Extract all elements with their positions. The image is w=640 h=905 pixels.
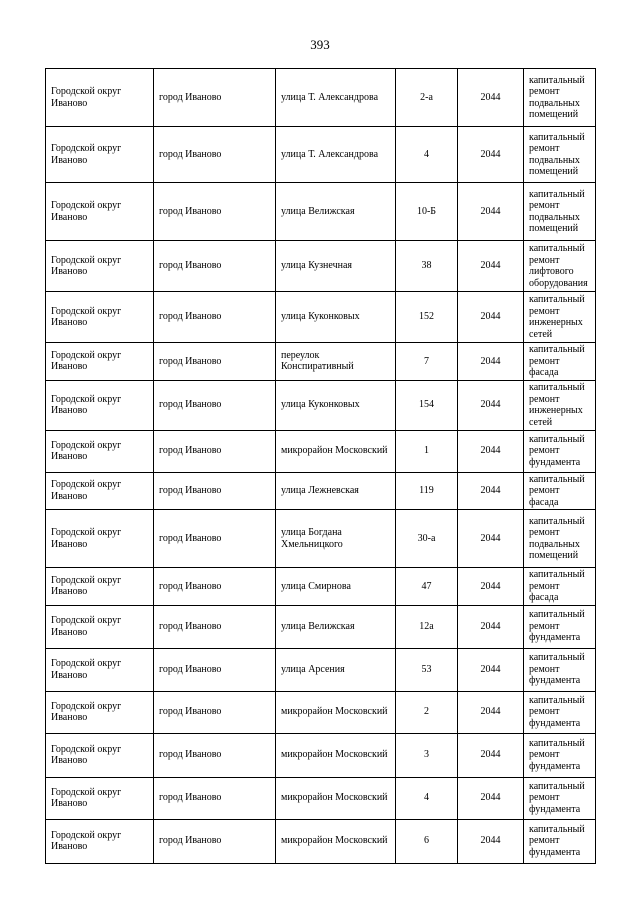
municipal-district-cell: Городской округ Иваново bbox=[46, 241, 154, 292]
municipal-district-cell: Городской округ Иваново bbox=[46, 510, 154, 568]
work-type-cell: капитальный ремонт лифтового оборудования bbox=[524, 241, 596, 292]
work-type-cell: капитальный ремонт фундамента bbox=[524, 733, 596, 777]
work-type-cell: капитальный ремонт подвальных помещений bbox=[524, 510, 596, 568]
year-cell: 2044 bbox=[458, 510, 524, 568]
municipal-district-cell: Городской округ Иваново bbox=[46, 69, 154, 127]
municipal-district-cell: Городской округ Иваново bbox=[46, 605, 154, 648]
year-cell: 2044 bbox=[458, 430, 524, 472]
work-type-cell: капитальный ремонт фундамента bbox=[524, 777, 596, 819]
year-cell: 2044 bbox=[458, 343, 524, 381]
table-body bbox=[46, 69, 596, 864]
municipal-district-cell: Городской округ Иваново bbox=[46, 733, 154, 777]
municipal-district-cell: Городской округ Иваново bbox=[46, 127, 154, 183]
city-cell: город Иваново bbox=[154, 430, 276, 472]
year-cell: 2044 bbox=[458, 292, 524, 343]
table-row bbox=[46, 343, 596, 381]
year-cell: 2044 bbox=[458, 127, 524, 183]
table-row bbox=[46, 127, 596, 183]
table-row bbox=[46, 69, 596, 127]
street-cell: микрорайон Московский bbox=[276, 430, 396, 472]
house-number-cell: 119 bbox=[396, 472, 458, 510]
table-row bbox=[46, 605, 596, 648]
municipal-district-cell: Городской округ Иваново bbox=[46, 691, 154, 733]
city-cell: город Иваново bbox=[154, 292, 276, 343]
municipal-district-cell: Городской округ Иваново bbox=[46, 430, 154, 472]
house-number-cell: 1 bbox=[396, 430, 458, 472]
city-cell: город Иваново bbox=[154, 241, 276, 292]
year-cell: 2044 bbox=[458, 819, 524, 863]
house-number-cell: 2-а bbox=[396, 69, 458, 127]
street-cell: улица Смирнова bbox=[276, 568, 396, 606]
table-row bbox=[46, 568, 596, 606]
table-row bbox=[46, 691, 596, 733]
street-cell: улица Т. Александрова bbox=[276, 69, 396, 127]
work-type-cell: капитальный ремонт фундамента bbox=[524, 691, 596, 733]
table-row bbox=[46, 648, 596, 691]
city-cell: город Иваново bbox=[154, 127, 276, 183]
municipal-district-cell: Городской округ Иваново bbox=[46, 183, 154, 241]
city-cell: город Иваново bbox=[154, 691, 276, 733]
page-number: 393 bbox=[310, 37, 330, 52]
city-cell: город Иваново bbox=[154, 472, 276, 510]
city-cell: город Иваново bbox=[154, 819, 276, 863]
city-cell: город Иваново bbox=[154, 648, 276, 691]
work-type-cell: капитальный ремонт подвальных помещений bbox=[524, 183, 596, 241]
street-cell: улица Велижская bbox=[276, 183, 396, 241]
table-row bbox=[46, 183, 596, 241]
work-type-cell: капитальный ремонт инженерных сетей bbox=[524, 380, 596, 430]
municipal-district-cell: Городской округ Иваново bbox=[46, 380, 154, 430]
year-cell: 2044 bbox=[458, 183, 524, 241]
year-cell: 2044 bbox=[458, 648, 524, 691]
street-cell: улица Богдана Хмельницкого bbox=[276, 510, 396, 568]
house-number-cell: 38 bbox=[396, 241, 458, 292]
work-type-cell: капитальный ремонт подвальных помещений bbox=[524, 69, 596, 127]
house-number-cell: 154 bbox=[396, 380, 458, 430]
table-row bbox=[46, 241, 596, 292]
house-number-cell: 2 bbox=[396, 691, 458, 733]
city-cell: город Иваново bbox=[154, 510, 276, 568]
work-type-cell: капитальный ремонт фундамента bbox=[524, 430, 596, 472]
municipal-district-cell: Городской округ Иваново bbox=[46, 292, 154, 343]
work-type-cell: капитальный ремонт подвальных помещений bbox=[524, 127, 596, 183]
street-cell: улица Кузнечная bbox=[276, 241, 396, 292]
municipal-district-cell: Городской округ Иваново bbox=[46, 472, 154, 510]
house-number-cell: 30-а bbox=[396, 510, 458, 568]
year-cell: 2044 bbox=[458, 777, 524, 819]
street-cell: улица Куконковых bbox=[276, 380, 396, 430]
street-cell: улица Велижская bbox=[276, 605, 396, 648]
table-row bbox=[46, 292, 596, 343]
street-cell: улица Куконковых bbox=[276, 292, 396, 343]
table-row bbox=[46, 777, 596, 819]
work-type-cell: капитальный ремонт фасада bbox=[524, 343, 596, 381]
table-row bbox=[46, 380, 596, 430]
city-cell: город Иваново bbox=[154, 69, 276, 127]
house-number-cell: 7 bbox=[396, 343, 458, 381]
street-cell: улица Арсения bbox=[276, 648, 396, 691]
street-cell: улица Т. Александрова bbox=[276, 127, 396, 183]
municipal-district-cell: Городской округ Иваново bbox=[46, 648, 154, 691]
house-number-cell: 47 bbox=[396, 568, 458, 606]
table-row bbox=[46, 819, 596, 863]
city-cell: город Иваново bbox=[154, 380, 276, 430]
year-cell: 2044 bbox=[458, 733, 524, 777]
work-type-cell: капитальный ремонт фасада bbox=[524, 472, 596, 510]
street-cell: микрорайон Московский bbox=[276, 733, 396, 777]
work-type-cell: капитальный ремонт фундамента bbox=[524, 819, 596, 863]
year-cell: 2044 bbox=[458, 605, 524, 648]
table-row bbox=[46, 733, 596, 777]
year-cell: 2044 bbox=[458, 241, 524, 292]
municipal-district-cell: Городской округ Иваново bbox=[46, 568, 154, 606]
city-cell: город Иваново bbox=[154, 733, 276, 777]
municipal-district-cell: Городской округ Иваново bbox=[46, 777, 154, 819]
table-row bbox=[46, 510, 596, 568]
house-number-cell: 3 bbox=[396, 733, 458, 777]
city-cell: город Иваново bbox=[154, 183, 276, 241]
work-type-cell: капитальный ремонт фундамента bbox=[524, 605, 596, 648]
house-number-cell: 4 bbox=[396, 127, 458, 183]
city-cell: город Иваново bbox=[154, 605, 276, 648]
street-cell: микрорайон Московский bbox=[276, 777, 396, 819]
table-row bbox=[46, 430, 596, 472]
year-cell: 2044 bbox=[458, 69, 524, 127]
city-cell: город Иваново bbox=[154, 568, 276, 606]
municipal-district-cell: Городской округ Иваново bbox=[46, 343, 154, 381]
house-number-cell: 10-Б bbox=[396, 183, 458, 241]
street-cell: микрорайон Московский bbox=[276, 691, 396, 733]
street-cell: переулок Конспиративный bbox=[276, 343, 396, 381]
city-cell: город Иваново bbox=[154, 343, 276, 381]
municipal-district-cell: Городской округ Иваново bbox=[46, 819, 154, 863]
city-cell: город Иваново bbox=[154, 777, 276, 819]
work-type-cell: капитальный ремонт фасада bbox=[524, 568, 596, 606]
year-cell: 2044 bbox=[458, 568, 524, 606]
year-cell: 2044 bbox=[458, 691, 524, 733]
street-cell: микрорайон Московский bbox=[276, 819, 396, 863]
repair-schedule-table bbox=[45, 68, 596, 864]
house-number-cell: 4 bbox=[396, 777, 458, 819]
house-number-cell: 6 bbox=[396, 819, 458, 863]
house-number-cell: 53 bbox=[396, 648, 458, 691]
house-number-cell: 152 bbox=[396, 292, 458, 343]
street-cell: улица Лежневская bbox=[276, 472, 396, 510]
table-row bbox=[46, 472, 596, 510]
work-type-cell: капитальный ремонт инженерных сетей bbox=[524, 292, 596, 343]
year-cell: 2044 bbox=[458, 380, 524, 430]
year-cell: 2044 bbox=[458, 472, 524, 510]
house-number-cell: 12а bbox=[396, 605, 458, 648]
work-type-cell: капитальный ремонт фундамента bbox=[524, 648, 596, 691]
